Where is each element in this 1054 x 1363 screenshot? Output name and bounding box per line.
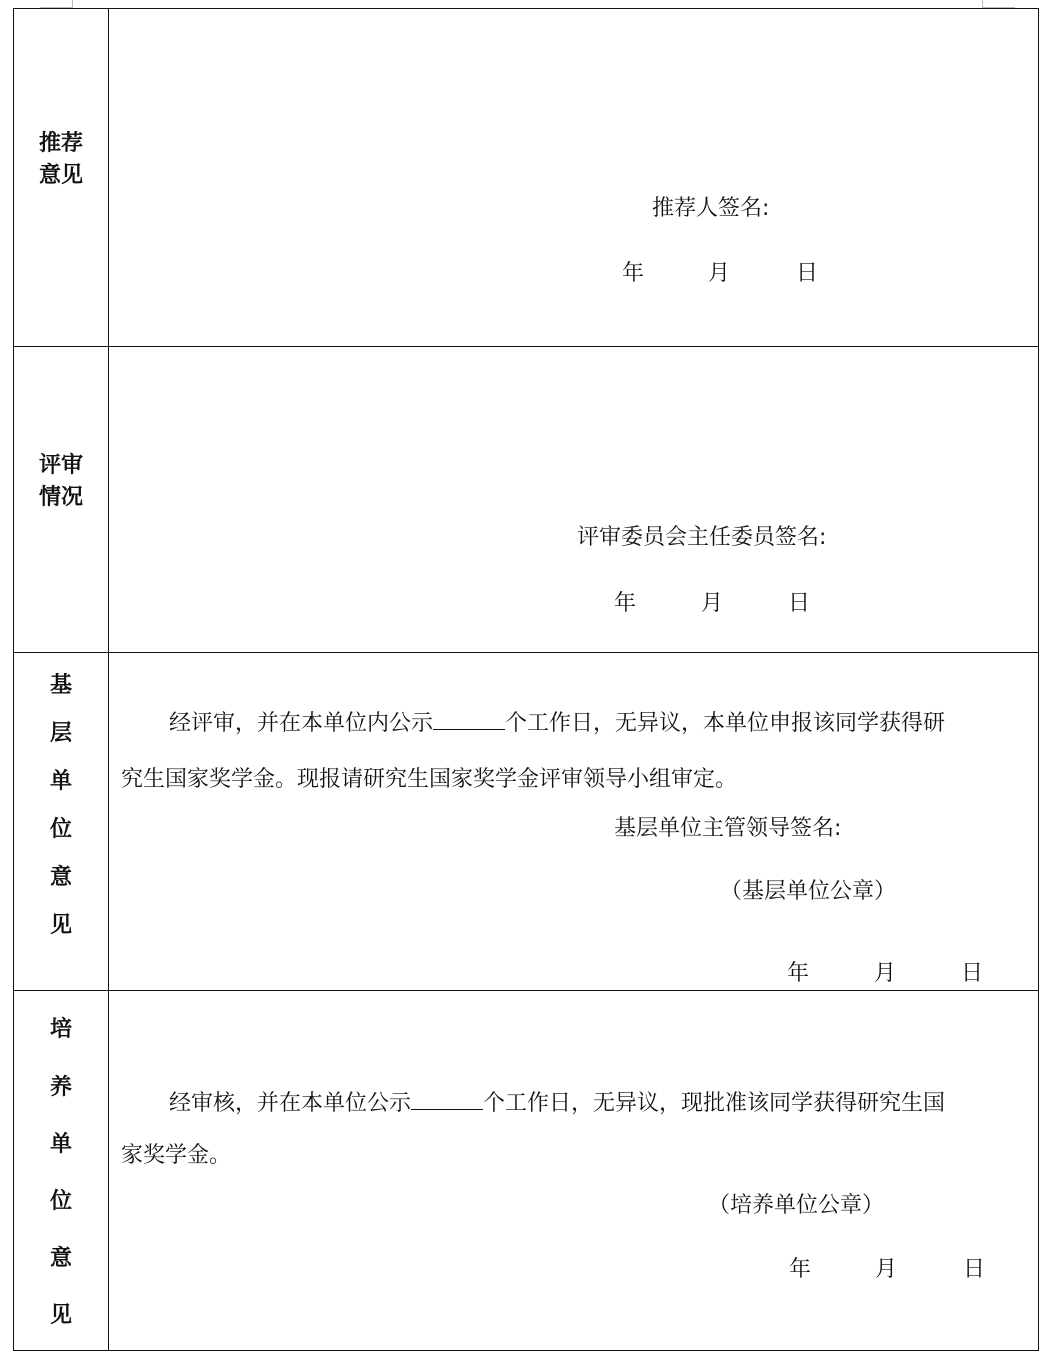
training-date-year: 年	[789, 1257, 812, 1282]
recommend-date-day: 日	[796, 261, 819, 286]
recommend-date-month: 月	[708, 261, 731, 286]
review-signer-label: 评审委员会主任委员签名:	[577, 525, 827, 550]
training-paragraph-text-b: 个工作日，无异议，现批准该同学获得研究生国	[483, 1091, 946, 1116]
recommend-label-line-2: 意见	[38, 163, 83, 188]
review-date-month: 月	[701, 591, 724, 616]
review-label-line-2: 情况	[38, 485, 83, 510]
training-row	[14, 991, 1038, 1350]
review-date-day: 日	[788, 591, 811, 616]
grassroots-date-day: 日	[961, 961, 984, 986]
corner-mark-right	[982, 0, 1015, 8]
training-seal-label: （培养单位公章）	[708, 1193, 885, 1218]
training-date-month: 月	[875, 1257, 898, 1282]
training-days-blank	[411, 1089, 483, 1110]
grassroots-date-year: 年	[787, 961, 810, 986]
training-paragraph-text-a: 经审核，并在本单位公示	[169, 1091, 412, 1116]
recommend-row	[14, 9, 1038, 347]
approval-form-table	[13, 8, 1039, 1351]
grassroots-paragraph-text-a: 经评审，并在本单位内公示	[169, 711, 434, 736]
training-date-day: 日	[963, 1257, 986, 1282]
grassroots-label-char: 位	[49, 817, 72, 842]
training-label-cell	[14, 991, 109, 1350]
grassroots-paragraph-line-2: 究生国家奖学金。现报请研究生国家奖学金评审领导小组审定。	[121, 767, 738, 792]
grassroots-label-char: 意	[49, 865, 72, 890]
recommend-label-line-1: 推荐	[38, 131, 83, 156]
grassroots-label-cell	[14, 653, 109, 990]
grassroots-label-char: 见	[49, 913, 72, 938]
recommend-label-cell	[14, 9, 109, 346]
grassroots-label-char: 层	[49, 721, 72, 746]
recommend-date-year: 年	[622, 261, 645, 286]
grassroots-row	[14, 653, 1038, 991]
training-label-char: 见	[49, 1303, 72, 1328]
training-paragraph-line-2: 家奖学金。	[121, 1143, 232, 1168]
grassroots-date-month: 月	[874, 961, 897, 986]
training-label-char: 位	[49, 1189, 72, 1214]
training-label-char: 培	[49, 1017, 72, 1042]
grassroots-signer-label: 基层单位主管领导签名:	[614, 816, 842, 841]
grassroots-paragraph-line-1	[169, 709, 945, 739]
grassroots-seal-label: （基层单位公章）	[720, 879, 897, 904]
corner-mark-left	[40, 0, 73, 8]
review-label-line-1: 评审	[38, 453, 83, 478]
review-row	[14, 347, 1038, 653]
grassroots-days-blank	[433, 709, 505, 730]
review-date-year: 年	[614, 591, 637, 616]
grassroots-label-char: 基	[49, 673, 72, 698]
training-label-char: 养	[49, 1075, 72, 1100]
training-paragraph-line-1	[169, 1089, 945, 1119]
grassroots-label-char: 单	[49, 769, 72, 794]
training-label-char: 单	[49, 1132, 72, 1157]
recommend-signer-label: 推荐人签名:	[652, 196, 770, 221]
review-label-cell	[14, 347, 109, 652]
grassroots-paragraph-text-b: 个工作日，无异议，本单位申报该同学获得研	[505, 711, 946, 736]
training-label-char: 意	[49, 1246, 72, 1271]
